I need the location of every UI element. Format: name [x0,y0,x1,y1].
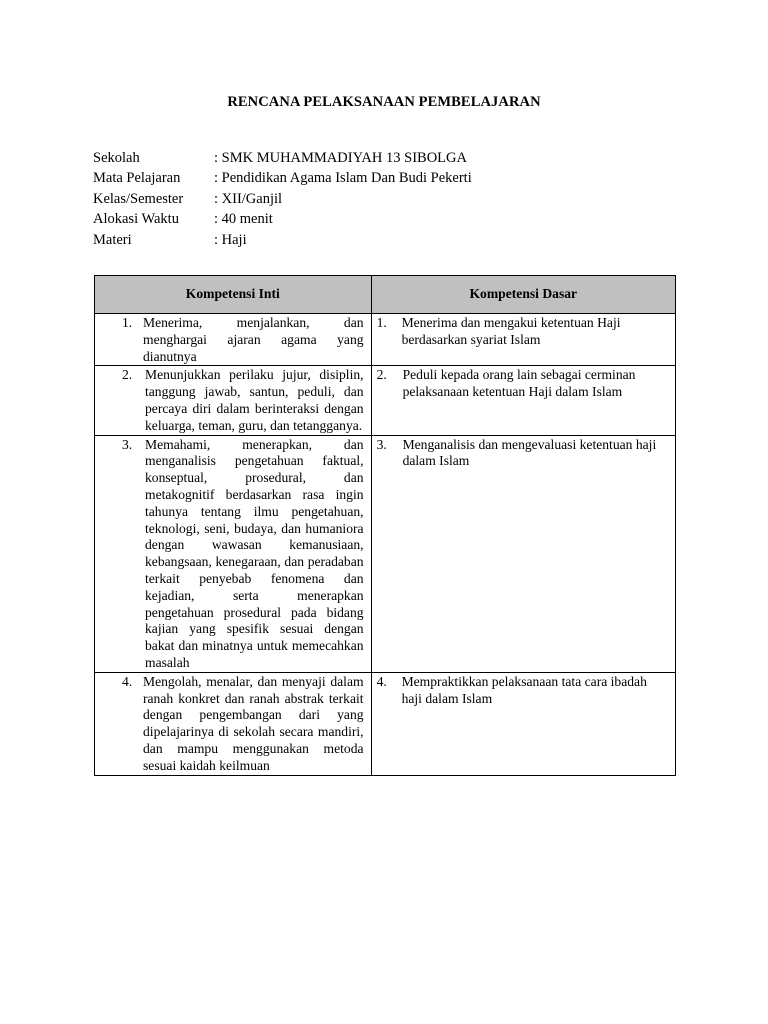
identity-row-materi [93,230,472,250]
kd-cell [371,314,675,366]
kd-text: Mempraktikkan pelaksanaan tata cara ibadah haji dalam Islam [401,673,647,706]
kd-cell [371,435,675,672]
ki-item [122,315,364,365]
header-kompetensi-inti: Kompetensi Inti [95,276,372,314]
identity-row-kelas-semester [93,189,472,209]
ki-item [122,674,364,775]
kd-text: Menerima dan mengakui ketentuan Haji berdasarkan syariat Islam [401,315,621,347]
identity-row-sekolah [93,148,472,168]
ki-text: Mengolah, menalar, dan menyaji dalam ranah konkret dan ranah abstrak terkait dengan pengembangan dari yang dipelajarinya di sekolah secara mandiri, dan mampu menggunakan metoda sesuai kaidah keilmuan [143,673,364,773]
identity-block [93,148,472,250]
table-row [95,314,676,366]
competency-table [94,275,676,776]
identity-label: Mata Pelajaran [93,170,181,187]
identity-value: : Haji [214,231,247,248]
kd-item [377,315,669,349]
ki-number: 2. [122,367,133,383]
kd-number: 3. [376,436,387,452]
table-header-row [95,276,676,314]
document-title: RENCANA PELAKSANAAN PEMBELAJARAN [227,94,541,110]
identity-label: Alokasi Waktu [93,211,179,228]
header-kompetensi-dasar: Kompetensi Dasar [371,276,675,314]
ki-item [122,367,364,434]
kd-cell [371,366,675,435]
kd-number: 1. [376,315,387,330]
kd-text: Menganalisis dan mengevaluasi ketentuan haji dalam Islam [402,436,657,469]
kd-item [377,437,669,471]
ki-text: Menunjukkan perilaku jujur, disiplin, tanggung jawab, santun, peduli, dan percaya diri dalam berinteraksi dengan keluarga, teman, guru, dan tetangganya. [145,367,364,433]
ki-cell [95,435,372,672]
kd-text: Peduli kepada orang lain sebagai cerminan pelaksanaan ketentuan Haji dalam Islam [402,367,636,400]
kd-number: 4. [376,673,387,689]
ki-number: 3. [122,436,133,452]
ki-number: 1. [122,315,133,330]
identity-label: Sekolah [93,150,140,166]
ki-text: Memahami, menerapkan, dan menganalisis pengetahuan faktual, konseptual, prosedural, dan metakognitif berdasarkan rasa ingin tahunya tentang ilmu pengetahuan, teknologi, seni, budaya, dan humaniora dengan wawasan kemanusiaan, kebangsaan, kenegaraan, dan peradaban terkait penyebab fenomena dan kejadian, serta menerapkan pengetahuan prosedural pada bidang kajian yang spesifik sesuai dengan bakat dan minatnya untuk memecahkan masalah [145,436,364,670]
identity-value: : Pendidikan Agama Islam Dan Budi Pekerti [214,170,472,187]
identity-row-mata-pelajaran [93,168,472,188]
identity-value: : XII/Ganjil [214,190,283,207]
ki-cell [95,366,372,435]
ki-cell [95,672,372,775]
identity-value: : SMK MUHAMMADIYAH 13 SIBOLGA [214,150,467,166]
identity-row-alokasi-waktu [93,209,472,229]
ki-number: 4. [122,673,133,689]
table-row [95,435,676,672]
kd-item [377,367,669,401]
kd-item [377,674,669,708]
table-row [95,366,676,435]
kd-number: 2. [376,367,387,383]
identity-label: Kelas/Semester [93,190,184,207]
identity-label: Materi [93,231,132,248]
ki-cell [95,314,372,366]
table-row [95,672,676,775]
identity-value: : 40 menit [214,211,273,228]
ki-text: Menerima, menjalankan, dan menghargai ajaran agama yang dianutnya [143,315,364,364]
ki-item [122,437,364,672]
kd-cell [371,672,675,775]
